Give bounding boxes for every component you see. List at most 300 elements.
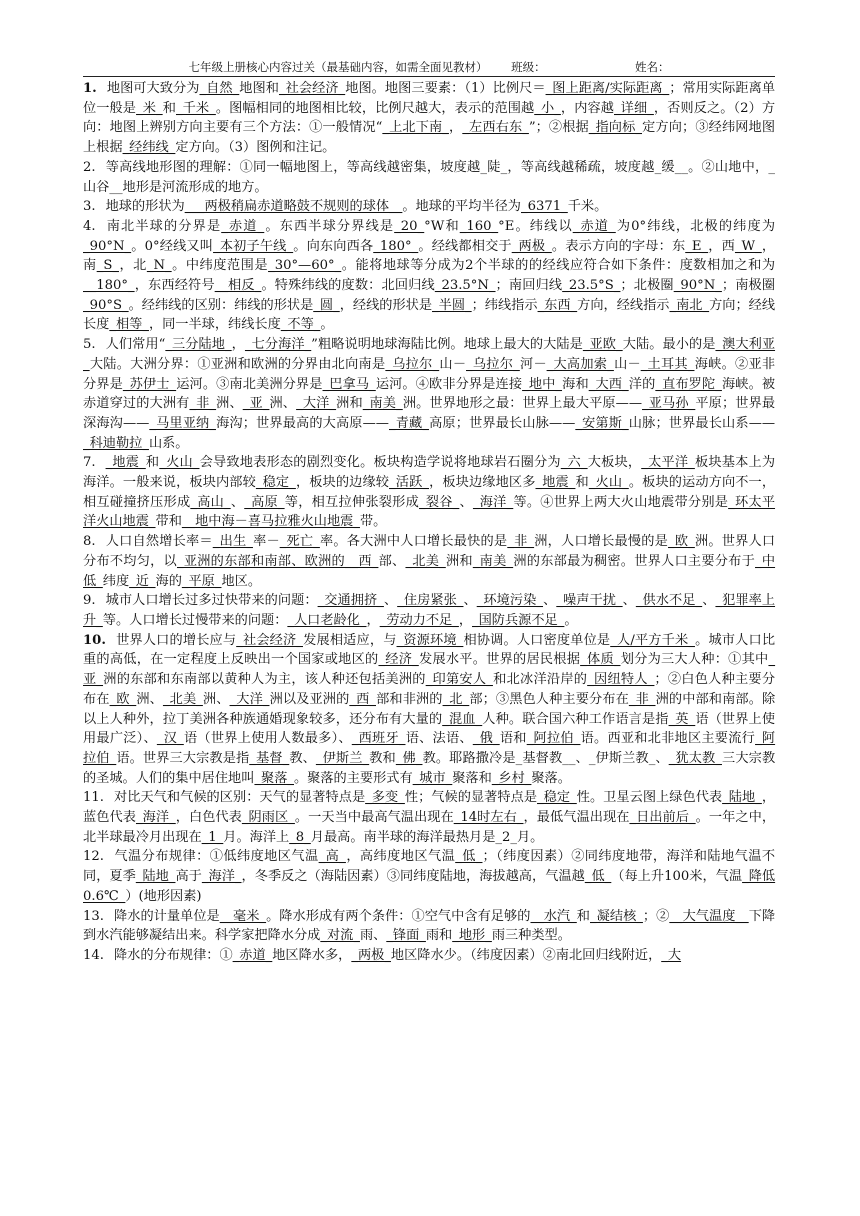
answer-blank: _噪声干扰_ <box>556 593 623 609</box>
question-text: 大陆。最小的是 <box>622 337 716 353</box>
answer-blank: _国防兵源不足_ <box>472 612 565 628</box>
question-text: 和 <box>575 475 589 491</box>
answer-blank: _海洋_ <box>472 494 514 510</box>
answer-blank: _因纽特人_ <box>587 672 655 688</box>
answer-blank: _低_ <box>455 849 483 865</box>
answer-blank: _23.5°N_ <box>434 278 496 294</box>
question-text: 雨和 <box>425 928 453 944</box>
question-text: 部和非洲的 <box>375 691 443 707</box>
answer-blank: _降低0.6℃_ <box>83 869 776 904</box>
answer-blank: _不等_ <box>280 317 321 333</box>
question-text: 会导致地表形态的剧烈变化。板块构造学说将地球岩石圈分为 <box>199 455 561 471</box>
answer-blank: _上北下南_ <box>382 120 449 136</box>
question-text: 降水的分布规律：① <box>113 947 233 963</box>
answer-blank: _大高加索_ <box>546 356 614 372</box>
answer-blank: _经济_ <box>378 652 419 668</box>
answer-blank: _中低_ <box>83 553 776 589</box>
answer-blank: _三分陆地_ <box>165 337 232 353</box>
question-text: 山系。 <box>148 435 189 451</box>
answer-blank: _住房紧张_ <box>397 593 464 609</box>
question-text: 三大宗教的圣城。人们的集中居住地叫 <box>83 750 776 786</box>
question-text: 定方向。（3）图例和注记。 <box>175 140 336 156</box>
question-text: 。0°经线又叫 <box>131 238 214 254</box>
question-text: 。经纬线的区别：纬线的形状是 <box>128 297 314 313</box>
question-number: 7. <box>83 455 96 471</box>
answer-blank: _半圆_ <box>432 297 472 313</box>
answer-blank: _两极_ <box>351 947 391 963</box>
question-paragraph <box>83 907 775 946</box>
answer-blank: _出生_ <box>212 534 253 550</box>
answer-blank: _亚_ <box>242 396 270 412</box>
question-text: 大板块， <box>587 455 642 471</box>
question-text: 语。西亚和北非地区主要流行 <box>580 731 756 747</box>
question-text: 发展水平。世界的居民根据 <box>418 652 581 668</box>
question-text: ；南极圈 <box>721 278 776 294</box>
question-text: 、 <box>459 494 473 510</box>
answer-blank: _陆地_ <box>135 869 176 885</box>
worksheet-title: 七年级上册核心内容过关（最基础内容，如需全面见教材） <box>188 60 488 74</box>
question-text: 和 <box>145 455 160 471</box>
question-text: 、 <box>463 593 477 609</box>
question-text: ，同一半球，纬线长度 <box>148 317 281 333</box>
question-text: 地区降水多， <box>272 947 352 963</box>
question-number: 1. <box>83 81 97 96</box>
answer-blank: _地形_ <box>452 928 492 944</box>
answer-blank: _非_ <box>628 691 656 707</box>
answer-blank: _社会经济_ <box>278 81 346 96</box>
question-text: 下降到水汽能够凝结出来。科学家把降水分成 <box>83 908 776 944</box>
answer-blank: __大气温度__ <box>669 908 749 924</box>
answer-blank: _西班牙_ <box>351 731 406 747</box>
question-text: 地区降水少。（纬度因素）②南北回归线附近， <box>390 947 662 963</box>
answer-blank: _赤道_ <box>572 218 616 234</box>
answer-blank: _N_ <box>146 258 172 274</box>
answer-blank: _混血_ <box>442 711 483 727</box>
question-text: 部、 <box>378 553 406 569</box>
answer-blank: _伊斯兰_ <box>315 750 370 766</box>
answer-blank: _犹太教_ <box>668 750 722 766</box>
answer-blank: _圆_ <box>313 297 340 313</box>
question-text: ”粗略说明地球海陆比例。地球上最大的大陆是 <box>311 337 583 353</box>
question-text: 和 <box>576 908 591 924</box>
question-text: 运河。③南北美洲分界是 <box>176 376 323 392</box>
worksheet-content <box>83 79 775 966</box>
answer-blank: _南北_ <box>669 297 710 313</box>
answer-blank: _经纬线_ <box>122 140 176 156</box>
question-text: 发展相适应，与 <box>302 632 397 648</box>
answer-blank: _东西_ <box>537 297 578 313</box>
question-text: ，板块的边缘较 <box>295 475 390 491</box>
question-text: ，内容越 <box>560 100 614 116</box>
question-text: 教。耶路撒冷是_基督教__、_伊斯兰教_、 <box>422 750 669 766</box>
answer-blank: _非_ <box>507 534 535 550</box>
question-text: 洲和 <box>336 396 363 412</box>
question-number: 10. <box>83 632 106 648</box>
answer-blank: _阿拉伯_ <box>526 731 581 747</box>
answer-blank: _火山_ <box>588 475 629 491</box>
question-text: 教和 <box>369 750 396 766</box>
answer-blank: _近_ <box>129 573 156 589</box>
answer-blank: _地震_ <box>535 475 576 491</box>
answer-blank: _聚落_ <box>254 770 294 786</box>
question-text: 纬度 <box>102 573 130 589</box>
question-text: 人口自然增长率＝ <box>105 534 213 550</box>
question-number: 2. <box>83 159 96 175</box>
question-text: 洲的中部和南部。除以上人种外，拉丁美洲各种族通婚现象较多，还分布有大量的 <box>83 691 776 727</box>
answer-blank: _欧_ <box>668 534 695 550</box>
answer-blank: _日出前后_ <box>629 810 696 826</box>
answer-blank: _体质_ <box>580 652 621 668</box>
question-text: 。聚落的主要形式有 <box>294 770 413 786</box>
answer-blank: _陆地_ <box>722 790 762 806</box>
question-text: 聚落和 <box>452 770 492 786</box>
question-paragraph <box>83 335 775 453</box>
answer-blank: _90°S_ <box>83 297 129 313</box>
answer-blank: ___两极稍扁赤道略鼓不规则的球体__ <box>184 199 403 215</box>
answer-blank: __毫米_ <box>219 908 267 924</box>
question-text: 南北半球的分界是 <box>105 218 222 234</box>
answer-blank: _多变_ <box>365 790 405 806</box>
question-text: 运河。④欧非分界是连接 <box>375 376 523 392</box>
question-text: 、 <box>230 494 245 510</box>
question-text: 方向；经线长度 <box>83 297 776 333</box>
question-text: 。中纬度范围是 <box>171 258 269 274</box>
answer-blank: _本初子午线_ <box>213 238 294 254</box>
answer-blank: _欧_ <box>109 691 137 707</box>
question-paragraph <box>83 788 775 847</box>
answer-blank: _北美_ <box>405 553 446 569</box>
question-text: 。经线都相交于 <box>418 238 512 254</box>
answer-blank: _澳大利亚_ <box>83 337 776 372</box>
answer-blank: _火山_ <box>159 455 200 471</box>
question-text: 和 <box>162 100 176 116</box>
worksheet-page <box>83 58 775 966</box>
question-number: 4. <box>83 218 96 234</box>
question-text: ， <box>448 120 463 136</box>
question-text: °W和 <box>424 218 460 234</box>
answer-blank: _亚_ <box>83 652 776 688</box>
question-text: （每上升100米，气温 <box>611 869 743 885</box>
question-text: ，白色代表 <box>175 810 242 826</box>
question-text: ；②白色人种主要分布在 <box>83 672 776 707</box>
question-text: 地图可大致分为 <box>106 81 200 96</box>
question-text: 语和 <box>499 731 527 747</box>
answer-blank: _社会经济_ <box>236 632 303 648</box>
question-text: 。一天当中最高气温出现在 <box>294 810 454 826</box>
question-text: 。 <box>564 612 578 628</box>
question-text: 语（世界上使用最广泛）、 <box>83 711 776 747</box>
answer-blank: _交通拥挤_ <box>317 593 384 609</box>
answer-blank: _北美_ <box>162 691 203 707</box>
answer-blank: _英_ <box>668 711 696 727</box>
answer-blank: _赤道_ <box>221 218 265 234</box>
question-text: 。东西半球分界线是 <box>264 218 395 234</box>
answer-blank: _亚欧_ <box>582 337 623 353</box>
answer-blank: _南美_ <box>472 553 514 569</box>
answer-blank: _西_ <box>351 553 379 569</box>
question-text: 洲和 <box>445 553 473 569</box>
answer-blank: _直布罗陀_ <box>655 376 722 392</box>
answer-blank: _海洋_ <box>135 810 176 826</box>
question-text: 。降水形成有两个条件：①空气中含有足够的 <box>266 908 531 924</box>
question-text: 部；③黑色人种主要分布在 <box>469 691 629 707</box>
answer-blank: _犯罪率上升_ <box>83 593 776 628</box>
answer-blank: _乡村_ <box>491 770 532 786</box>
answer-blank: _赤道_ <box>232 947 273 963</box>
answer-blank: __180°_ <box>83 278 135 294</box>
question-text: 大陆。大洲分界：①亚洲和欧洲的分界由北向南是 <box>89 356 386 372</box>
name-label: 姓名： <box>634 60 670 74</box>
answer-blank: _高山_ <box>190 494 231 510</box>
question-text: 划分为三大人种：①其中 <box>620 652 769 668</box>
question-text: 定方向；③经纬网地图上根据 <box>83 120 776 156</box>
question-text: ，东西经符号 <box>134 278 215 294</box>
question-text: ；② <box>642 908 670 924</box>
question-text: 气温分布规律：①低纬度地区气温 <box>113 849 319 865</box>
question-text: 性。卫星云图上绿色代表 <box>576 790 723 806</box>
answer-blank: _90°N_ <box>673 278 722 294</box>
question-text: 月最高。南半球的海洋最热月是_2_月。 <box>310 829 544 845</box>
answer-blank: _30°—60°_ <box>268 258 342 274</box>
question-text: 。板块的运动方向不一，相互碰撞挤压形成 <box>83 475 776 510</box>
question-text: 世界人口的增长应与 <box>115 632 237 648</box>
question-text: ；南回归线 <box>495 278 563 294</box>
question-text: 海和 <box>562 376 589 392</box>
question-paragraph <box>83 197 775 217</box>
question-text: ， <box>231 337 245 353</box>
answer-blank: _科迪勒拉_ <box>83 435 149 451</box>
answer-blank: _亚马孙_ <box>642 396 696 412</box>
answer-blank: _六_ <box>560 455 588 471</box>
question-number: 3. <box>83 199 96 215</box>
answer-blank: _死亡_ <box>279 534 320 550</box>
question-text: ；（纬度因素）②同纬度地带，海洋和陆地气温不同，夏季 <box>83 849 776 885</box>
answer-blank: _地中_ <box>522 376 563 392</box>
question-number: 12. <box>83 849 104 865</box>
question-text: ，最低气温出现在 <box>523 810 630 826</box>
question-text: 、 <box>383 593 398 609</box>
question-text: 性；气候的显著特点是 <box>404 790 538 806</box>
answer-blank: _图上距离/实际距离_ <box>545 81 670 96</box>
answer-blank: _非_ <box>189 396 217 412</box>
answer-blank: _劳动力不足_ <box>379 612 459 628</box>
question-number: 11. <box>83 790 104 806</box>
question-text: ；常用实际距离单位一般是 <box>83 81 776 116</box>
question-text: 等。人口增长过慢带来的问题： <box>102 612 288 628</box>
question-text: 千米。 <box>567 199 608 215</box>
answer-blank: _佛_ <box>395 750 423 766</box>
answer-blank: _6371_ <box>521 199 568 215</box>
answer-blank: _地震_ <box>105 455 146 471</box>
answer-blank: _对流_ <box>320 928 360 944</box>
question-text: 对比天气和气候的区别：天气的显著特点是 <box>113 790 366 806</box>
answer-blank: _城市_ <box>412 770 453 786</box>
answer-blank: _14时左右_ <box>453 810 524 826</box>
question-text: 洲的东部最为稠密。世界人口主要分布于 <box>513 553 756 569</box>
question-text: 山脉；世界最长山系—— <box>628 415 776 431</box>
question-text: 海峡。②亚非分界是 <box>83 356 776 392</box>
answer-blank: _供水不足_ <box>635 593 703 609</box>
question-text: 洲以及亚洲的 <box>269 691 350 707</box>
question-paragraph <box>83 158 775 197</box>
answer-blank: _青藏_ <box>389 415 429 431</box>
question-text: 海峡。被赤道穿过的大洲有 <box>83 376 776 412</box>
question-text: 地图。地图三要素：（1）比例尺＝ <box>345 81 546 96</box>
question-number: 8. <box>83 534 96 550</box>
answer-blank: _20_ <box>394 218 425 234</box>
answer-blank: _亚洲的东部和南部、欧洲的_ <box>176 553 352 569</box>
question-text: ，冬季反之（海陆因素）③同纬度陆地，海拔越高，气温越 <box>241 869 585 885</box>
answer-blank: _两极_ <box>511 238 552 254</box>
answer-blank: _稳定_ <box>537 790 577 806</box>
question-text: ，板块边缘地区多 <box>428 475 536 491</box>
class-label: 班级： <box>511 60 546 74</box>
question-text: 等。④世界上两大火山地震带分别是 <box>513 494 729 510</box>
question-text: 洲的东部和东南部以黄种人为主，该人种还包括美洲的 <box>103 672 426 688</box>
question-text: 语、法语、 <box>405 731 473 747</box>
answer-blank: _大洋_ <box>296 396 337 412</box>
answer-blank: _环境污染_ <box>476 593 544 609</box>
question-paragraph <box>83 591 775 630</box>
answer-blank: _北_ <box>442 691 470 707</box>
answer-blank: _自然_ <box>199 81 240 96</box>
question-text: ，高纬度地区气温 <box>345 849 456 865</box>
question-text: 。特殊纬线的度数：北回归线 <box>261 278 435 294</box>
answer-blank: _基督_ <box>249 750 290 766</box>
question-text: 板块基本上为海洋。一般来说，板块内部较 <box>83 455 776 491</box>
question-text: 洋的 <box>628 376 656 392</box>
answer-blank: _小_ <box>534 100 561 116</box>
question-text: 。一年之中，北半球最冷月出现在 <box>83 810 776 845</box>
question-text: 高原；世界最长山脉—— <box>428 415 576 431</box>
answer-blank: _乌拉尔_ <box>385 356 440 372</box>
answer-blank: _人/平方千米_ <box>610 632 695 648</box>
question-text: 。地球的平均半径为 <box>402 199 521 215</box>
answer-blank: _俄_ <box>472 731 500 747</box>
answer-blank: _高_ <box>318 849 346 865</box>
answer-blank: _8_ <box>289 829 311 845</box>
question-paragraph <box>83 79 775 158</box>
question-text: 城市人口增长过多过快带来的问题： <box>105 593 318 609</box>
answer-blank: __水汽_ <box>530 908 577 924</box>
answer-blank: _环太平洋火山地震_ <box>83 494 776 530</box>
question-text: 。 <box>320 317 334 333</box>
question-text: 洲。世界人口分布不均匀，以 <box>83 534 776 569</box>
question-text: 平原；世界最深海沟—— <box>83 396 776 431</box>
answer-blank: _90°N_ <box>83 238 132 254</box>
answer-blank: _七分海洋_ <box>244 337 312 353</box>
question-text: 带和 <box>155 514 182 530</box>
answer-blank: _低_ <box>584 869 612 885</box>
answer-blank: _活跃_ <box>389 475 429 491</box>
question-text: ）(地形因素) <box>125 888 202 904</box>
question-text: 地区。 <box>221 573 262 589</box>
answer-blank: _指向标_ <box>588 120 643 136</box>
answer-blank: _汉_ <box>156 731 184 747</box>
question-text: 洲、 <box>202 691 230 707</box>
answer-blank: _马里亚纳_ <box>149 415 216 431</box>
question-number: 9. <box>83 593 96 609</box>
question-text: 。能将地球等分成为2个半球的的经线应符合如下条件：度数相加之和为 <box>341 258 776 274</box>
question-text: ， <box>458 612 473 628</box>
question-text: ，南 <box>83 238 776 274</box>
answer-blank: _凝结核_ <box>590 908 643 924</box>
answer-blank: _大西_ <box>588 376 629 392</box>
answer-blank: _米_ <box>136 100 163 116</box>
question-text: ，否则反之。（2）方向：地图上辨别方向主要有三个方法：①一般情况“ <box>83 100 776 136</box>
answer-blank: _阴雨区_ <box>241 810 295 826</box>
answer-blank: _23.5°S_ <box>562 278 621 294</box>
question-number: 13. <box>83 908 104 924</box>
question-paragraph <box>83 946 775 966</box>
answer-blank: _大洋_ <box>229 691 270 707</box>
question-text: 洲、 <box>269 396 297 412</box>
question-text: 率－ <box>252 534 280 550</box>
question-text: ，北 <box>118 258 147 274</box>
answer-blank: _S_ <box>96 258 119 274</box>
answer-blank: _相等_ <box>109 317 149 333</box>
answer-blank: _160_ <box>459 218 499 234</box>
question-number: 5. <box>83 337 96 353</box>
answer-blank: _乌拉尔_ <box>466 356 520 372</box>
answer-blank: _人口老龄化_ <box>287 612 367 628</box>
question-text: 语（世界上使用人数最多）、 <box>183 731 352 747</box>
question-text: 洲、 <box>136 691 163 707</box>
answer-blank: _南美_ <box>362 396 403 412</box>
question-text: 为0°纬线，北极的纬度为 <box>615 218 776 234</box>
answer-blank: _E_ <box>685 238 709 254</box>
question-text: ，经线的形状是 <box>339 297 433 313</box>
question-text: ， <box>366 612 380 628</box>
answer-blank: _千米_ <box>175 100 216 116</box>
question-text: 。图幅相同的地图相比较，比例尺越大，表示的范围越 <box>215 100 535 116</box>
question-text: 洲。世界地形之最：世界上最大平原—— <box>402 396 643 412</box>
answer-blank: _180°_ <box>373 238 419 254</box>
answer-blank: _印第安人_ <box>425 672 493 688</box>
question-text: 。城市人口比重的高低，在一定程度上反映出一个国家或地区的 <box>83 632 776 668</box>
question-text: ；北极圈 <box>620 278 674 294</box>
question-text: 、 <box>543 593 557 609</box>
question-paragraph <box>83 847 775 906</box>
answer-blank: __地中海－喜马拉雅火山地震_ <box>181 514 360 530</box>
question-paragraph <box>83 631 775 789</box>
question-text: ，西 <box>708 238 735 254</box>
question-text: 等，相互拉伸张裂形成 <box>284 494 420 510</box>
answer-blank: _太平洋_ <box>641 455 695 471</box>
question-text: 、 <box>622 593 636 609</box>
question-number: 14. <box>83 947 104 963</box>
question-text: ，蓝色代表 <box>83 790 776 826</box>
question-text: 。向东向西各 <box>293 238 374 254</box>
question-text: 洲，人口增长最慢的是 <box>534 534 669 550</box>
answer-blank: _1_ <box>201 829 224 845</box>
question-text: 和北冰洋沿岸的 <box>492 672 588 688</box>
question-text: 降水的计量单位是 <box>113 908 220 924</box>
answer-blank: _稳定_ <box>255 475 296 491</box>
answer-blank: _左西右东_ <box>462 120 529 136</box>
question-text: 等高线地形图的理解：①同一幅地图上，等高线越密集，坡度越_陡_，等高线越稀疏，坡度越_缓__。②山地中，_山谷__地形是河流形成的地方。 <box>83 159 775 195</box>
question-text: 人种。联合国六种工作语言是指 <box>482 711 669 727</box>
question-text: 、 <box>702 593 716 609</box>
question-paragraph <box>83 217 775 335</box>
answer-blank: __相反_ <box>214 278 262 294</box>
answer-blank: _详细_ <box>614 100 654 116</box>
question-text: 聚落。 <box>531 770 571 786</box>
answer-blank: _巴拿马_ <box>322 376 376 392</box>
answer-blank: _资源环境_ <box>396 632 464 648</box>
answer-blank: _海洋_ <box>201 869 242 885</box>
question-text: 山－ <box>439 356 467 372</box>
